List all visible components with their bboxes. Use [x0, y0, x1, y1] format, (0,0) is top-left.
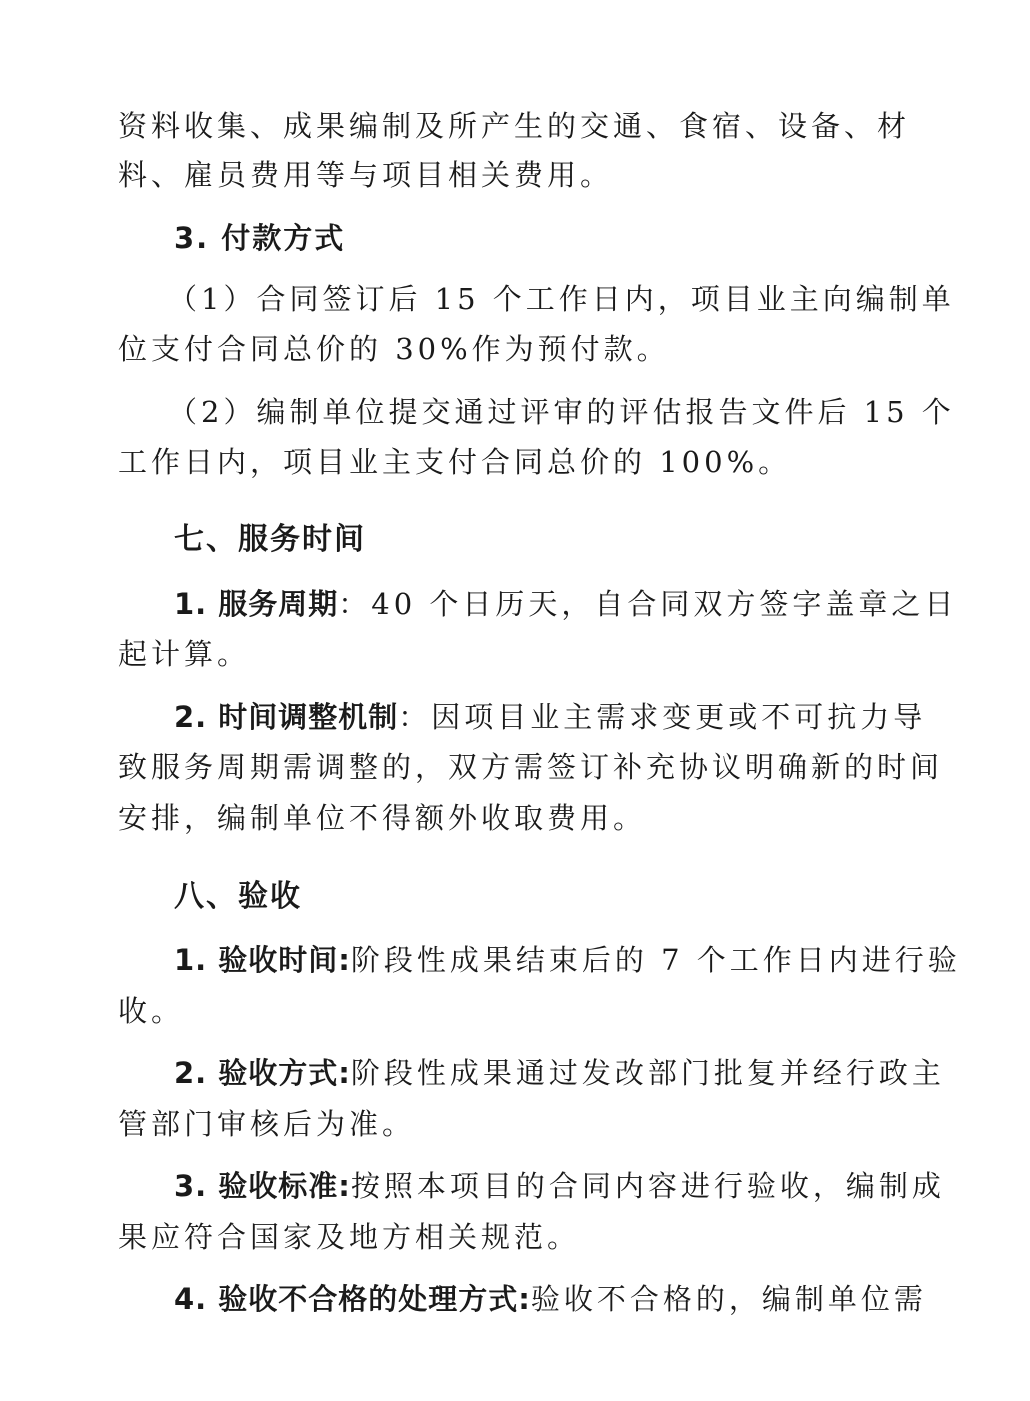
s7-item-2-lead: 2. 时间调整机制 [174, 700, 399, 734]
s8-item-1-line-1 [174, 940, 961, 980]
s8-item-1-text: 阶段性成果结束后的 7 个工作日内进行验 [350, 943, 961, 977]
s8-item-3-lead: 3. 验收标准: [174, 1169, 351, 1203]
section-7-heading: 七、服务时间 [174, 522, 366, 557]
s7-item-2-line-2: 致服务周期需调整的，双方需签订补充协议明确新的时间 [118, 750, 944, 784]
s7-item-2-text: ：因项目业主需求变更或不可抗力导 [398, 700, 927, 734]
intro-line-1: 资料收集、成果编制及所产生的交通、食宿、设备、材 [118, 109, 911, 143]
s7-item-2-line-1 [174, 697, 926, 737]
s8-item-4-text: 验收不合格的，编制单位需 [530, 1282, 927, 1316]
section-8-heading: 八、验收 [174, 879, 302, 914]
s7-item-1-lead: 1. 服务周期 [174, 587, 339, 621]
s8-item-3-line-1 [174, 1166, 945, 1206]
s8-item-2-text: 阶段性成果通过发改部门批复并经行政主 [350, 1056, 945, 1090]
s7-item-2-line-3: 安排，编制单位不得额外收取费用。 [118, 801, 647, 835]
s7-item-1-line-2: 起计算。 [118, 637, 251, 671]
s8-item-2-line-1 [174, 1053, 945, 1093]
payment-item-2-line-1: （2）编制单位提交通过评审的评估报告文件后 15 个 [168, 395, 955, 429]
payment-item-1-line-2: 位支付合同总价的 30%作为预付款。 [118, 332, 670, 366]
s8-item-1-line-2: 收。 [118, 994, 185, 1028]
s8-item-2-lead: 2. 验收方式: [174, 1056, 351, 1090]
payment-method-heading: 3. 付款方式 [174, 221, 346, 255]
s8-item-1-lead: 1. 验收时间: [174, 943, 351, 977]
s8-item-2-line-2: 管部门审核后为准。 [118, 1107, 416, 1141]
s7-item-1-line-1 [174, 584, 957, 624]
s8-item-3-line-2: 果应符合国家及地方相关规范。 [118, 1220, 581, 1254]
s8-item-4-lead: 4. 验收不合格的处理方式: [174, 1282, 531, 1316]
s8-item-4-line-1 [174, 1279, 927, 1319]
intro-line-2: 料、雇员费用等与项目相关费用。 [118, 158, 614, 192]
s8-item-3-text: 按照本项目的合同内容进行验收，编制成 [350, 1169, 945, 1203]
payment-item-1-line-1: （1）合同签订后 15 个工作日内，项目业主向编制单 [168, 282, 955, 316]
payment-item-2-line-2: 工作日内，项目业主支付合同总价的 100%。 [118, 445, 792, 479]
s7-item-1-text: ：40 个日历天，自合同双方签字盖章之日 [338, 587, 958, 621]
